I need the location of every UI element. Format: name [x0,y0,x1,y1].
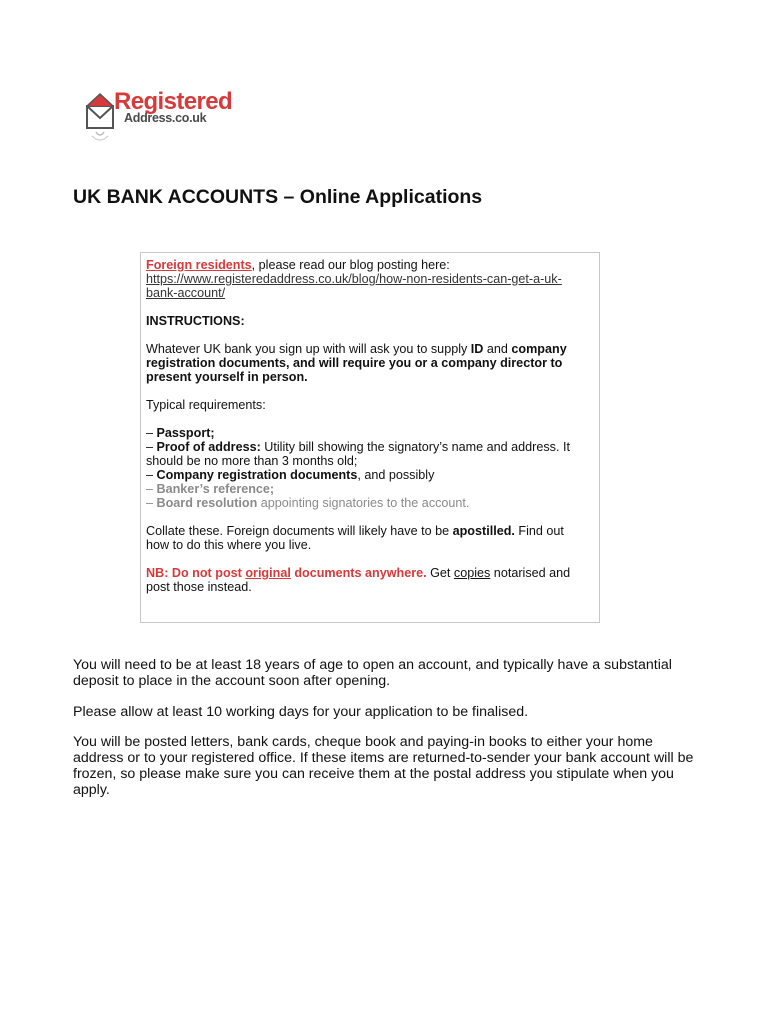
intro-bold-1: company [511,342,567,356]
instructions-heading: INSTRUCTIONS: [146,314,245,328]
req-company-text: , and possibly [357,468,435,482]
req-board-label: Board resolution [156,496,258,510]
foreign-residents-label: Foreign residents [146,258,252,272]
intro-and: and [483,342,512,356]
intro-text: Whatever UK bank you sign up with will ask you to supply [146,342,471,356]
instructions-box [140,252,600,623]
logo-main-text: Registered [114,88,233,115]
logo-sub-text: Address.co.uk [124,111,207,125]
req-proof-text-2: should be no more than 3 months old; [146,454,358,468]
collate-text-2: Find out [514,524,564,538]
age-line-2: deposit to place in the account soon after opening. [73,673,391,689]
posted-line-2: address or to your registered office. If these items are returned-to-sender your bank account will be [73,750,694,766]
collate-text-1: Collate these. Foreign documents will likely have to be [146,524,453,538]
dash: – [146,482,157,496]
intro-bold-3: present yourself in person. [146,370,308,384]
requirements-list [146,426,587,510]
req-banker: Banker’s reference; [156,482,275,496]
posted-line-1: You will be posted letters, bank cards, cheque book and paying-in books to either your home [73,734,653,750]
foreign-residents-line [146,258,587,272]
logo [84,86,233,146]
nb-text-3: Get [426,566,454,580]
req-board-text: appointing signatories to the account. [257,496,470,510]
req-proof-text-1: Utility bill showing the signatory’s name and address. It [260,440,570,454]
allow-paragraph: Please allow at least 10 working days for your application to be finalised. [73,704,529,720]
nb-text-5: post those instead. [146,580,252,594]
age-line-1: You will need to be at least 18 years of age to open an account, and typically have a substantial [73,657,672,673]
nb-text-1: NB: Do not post [146,566,246,580]
collate-paragraph [146,524,587,552]
req-company-label: Company registration documents [156,468,358,482]
age-paragraph [73,657,703,689]
typical-requirements: Typical requirements: [146,398,266,412]
req-proof-label: Proof of address: [156,440,261,454]
nb-original: original [245,566,291,580]
collate-bold: apostilled. [452,524,515,538]
intro-paragraph [146,342,587,384]
blog-link-part-1[interactable]: https://www.registeredaddress.co.uk/blog/how-non-residents-can-get-a-uk- [146,272,562,286]
nb-text-4: notarised and [490,566,571,580]
nb-copies: copies [453,566,491,580]
dash: – [146,468,157,482]
blog-link-part-2[interactable]: bank-account/ [146,286,226,300]
nb-paragraph [146,566,587,594]
posted-line-4: apply. [73,782,110,798]
page-title: UK BANK ACCOUNTS – Online Applications [73,186,483,208]
nb-text-2: documents anywhere. [290,566,427,580]
dash: – [146,440,157,454]
dash: – [146,496,157,510]
dash: – [146,426,157,440]
collate-text-3: how to do this where you live. [146,538,312,552]
blog-link[interactable] [146,272,587,300]
posted-line-3: frozen, so please make sure you can receive them at the postal address you stipulate when you [73,766,674,782]
foreign-residents-text: , please read our blog posting here: [251,258,450,272]
req-passport: Passport; [156,426,215,440]
posted-paragraph [73,734,703,798]
intro-bold-2: registration documents, and will require you or a company director to [146,356,563,370]
intro-id: ID [470,342,484,356]
